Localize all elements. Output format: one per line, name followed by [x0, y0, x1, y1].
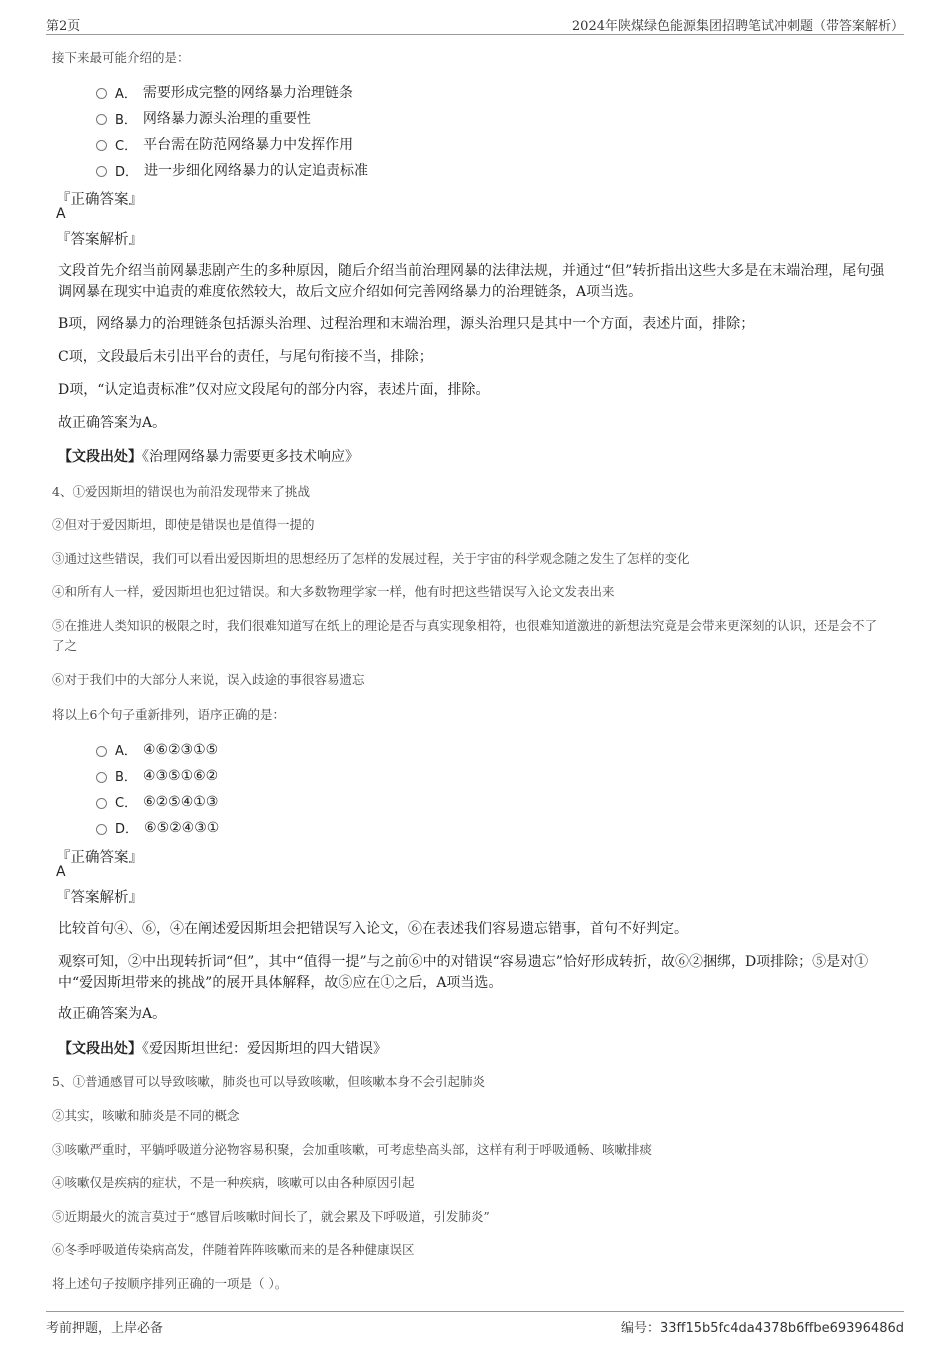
q4-option-d[interactable]: D． ⑥⑤②④③①: [96, 818, 219, 837]
q4-sentence-2: ②但对于爱因斯坦，即使是错误也是值得一提的: [52, 517, 315, 532]
q4-sentence-6: ⑥对于我们中的大部分人来说，误入歧途的事很容易遗忘: [52, 672, 365, 687]
q4-option-a[interactable]: A． ④⑥②③①⑤: [96, 740, 218, 759]
q5-prompt: 将上述句子按顺序排列正确的一项是（ ）。: [52, 1276, 288, 1291]
q5-sentence-5: ⑤近期最火的流言莫过于“感冒后咳嗽时间长了，就会累及下呼吸道，引发肺炎”: [52, 1209, 490, 1224]
q4-source: 【文段出处】《爱因斯坦世纪：爱因斯坦的四大错误》: [58, 1041, 387, 1057]
footer-slogan: 考前押题，上岸必备: [46, 1321, 164, 1336]
q3-analysis-p2: B项，网络暴力的治理链条包括源头治理、过程治理和末端治理，源头治理只是其中一个方面，表述片面，排除；: [58, 316, 755, 332]
q3-analysis-p1: 文段首先介绍当前网暴悲剧产生的多种原因，随后介绍当前治理网暴的法律法规，并通过“但”转折指出这些大多是在末端治理，尾句强调网暴在现实中追责的难度依然较大，故后文应介绍如何完善网络暴力的治理链条，A项当选。: [58, 263, 885, 300]
q3-analysis-heading: 『答案解析』: [56, 232, 143, 248]
radio-icon[interactable]: [96, 88, 107, 99]
page-footer: [46, 1311, 904, 1336]
radio-icon[interactable]: [96, 798, 107, 809]
q4-analysis-p3: 故正确答案为A。: [58, 1006, 167, 1022]
q4-sentence-3: ③通过这些错误，我们可以看出爱因斯坦的思想经历了怎样的发展过程，关于宇宙的科学观念随之发生了怎样的变化: [52, 551, 690, 566]
q5-sentence-6: ⑥冬季呼吸道传染病高发，伴随着阵阵咳嗽而来的是各种健康误区: [52, 1242, 415, 1257]
q4-sentence-1: 4、①爱因斯坦的错误也为前沿发现带来了挑战: [52, 484, 310, 499]
radio-icon[interactable]: [96, 114, 107, 125]
radio-icon[interactable]: [96, 772, 107, 783]
q5-sentence-1: 5、①普通感冒可以导致咳嗽，肺炎也可以导致咳嗽，但咳嗽本身不会引起肺炎: [52, 1074, 485, 1089]
q3-option-a[interactable]: A． 需要形成完整的网络暴力治理链条: [96, 82, 353, 102]
q4-prompt: 将以上6个句子重新排列，语序正确的是：: [52, 707, 285, 722]
q4-analysis-heading: 『答案解析』: [56, 890, 143, 906]
radio-icon[interactable]: [96, 166, 107, 177]
q4-sentence-5: ⑤在推进人类知识的极限之时，我们很难知道写在纸上的理论是否与真实现象相符，也很难知道激进的新想法究竟是会带来更深刻的认识，还是会不了了之: [52, 618, 878, 653]
radio-icon[interactable]: [96, 824, 107, 835]
q3-prompt: 接下来最可能介绍的是：: [52, 50, 190, 65]
q4-analysis-p1: 比较首句④、⑥，④在阐述爱因斯坦会把错误写入论文，⑥在表述我们容易遗忘错事，首句不好判定。: [58, 921, 688, 937]
q5-sentence-3: ③咳嗽严重时，平躺呼吸道分泌物容易积聚，会加重咳嗽，可考虑垫高头部，这样有利于呼吸通畅、咳嗽排痰: [52, 1142, 653, 1157]
q3-analysis-p5: 故正确答案为A。: [58, 415, 167, 431]
q3-analysis-p3: C项，文段最后未引出平台的责任，与尾句衔接不当，排除；: [58, 349, 433, 365]
q4-sentence-4: ④和所有人一样，爱因斯坦也犯过错误。和大多数物理学家一样，他有时把这些错误写入论文发表出来: [52, 584, 615, 599]
q3-source: 【文段出处】《治理网络暴力需要更多技术响应》: [58, 449, 359, 465]
q5-sentence-2: ②其实，咳嗽和肺炎是不同的概念: [52, 1108, 240, 1123]
q4-option-b[interactable]: B． ④③⑤①⑥②: [96, 766, 218, 785]
q4-answer-heading: 『正确答案』: [56, 850, 143, 866]
radio-icon[interactable]: [96, 140, 107, 151]
q3-option-d[interactable]: D． 进一步细化网络暴力的认定追责标准: [96, 160, 368, 180]
q3-answer-heading: 『正确答案』: [56, 192, 143, 208]
q4-analysis-p2: 观察可知，②中出现转折词“但”，其中“值得一提”与之前⑥中的对错误“容易遗忘”恰好形成转折，故⑥②捆绑，D项排除；⑤是对①中“爱因斯坦带来的挑战”的展开具体解释，故⑤应在①之后，A项当选。: [58, 954, 869, 991]
document-code: 编号：33ff15b5fc4da4378b6ffbe69396486d: [620, 1321, 904, 1336]
q3-option-b[interactable]: B． 网络暴力源头治理的重要性: [96, 108, 311, 128]
q4-option-c[interactable]: C． ⑥②⑤④①③: [96, 792, 218, 811]
q5-sentence-4: ④咳嗽仅是疾病的症状，不是一种疾病，咳嗽可以由各种原因引起: [52, 1175, 415, 1190]
q3-answer: A: [56, 206, 66, 222]
q3-option-c[interactable]: C． 平台需在防范网络暴力中发挥作用: [96, 134, 353, 154]
page-number: 第2页: [46, 19, 81, 34]
radio-icon[interactable]: [96, 746, 107, 757]
q3-analysis-p4: D项，“认定追责标准”仅对应文段尾句的部分内容，表述片面，排除。: [58, 382, 490, 398]
q4-answer: A: [56, 864, 66, 880]
document-title: 2024年陕煤绿色能源集团招聘笔试冲刺题（带答案解析）: [571, 19, 904, 34]
page-header: [46, 12, 904, 35]
